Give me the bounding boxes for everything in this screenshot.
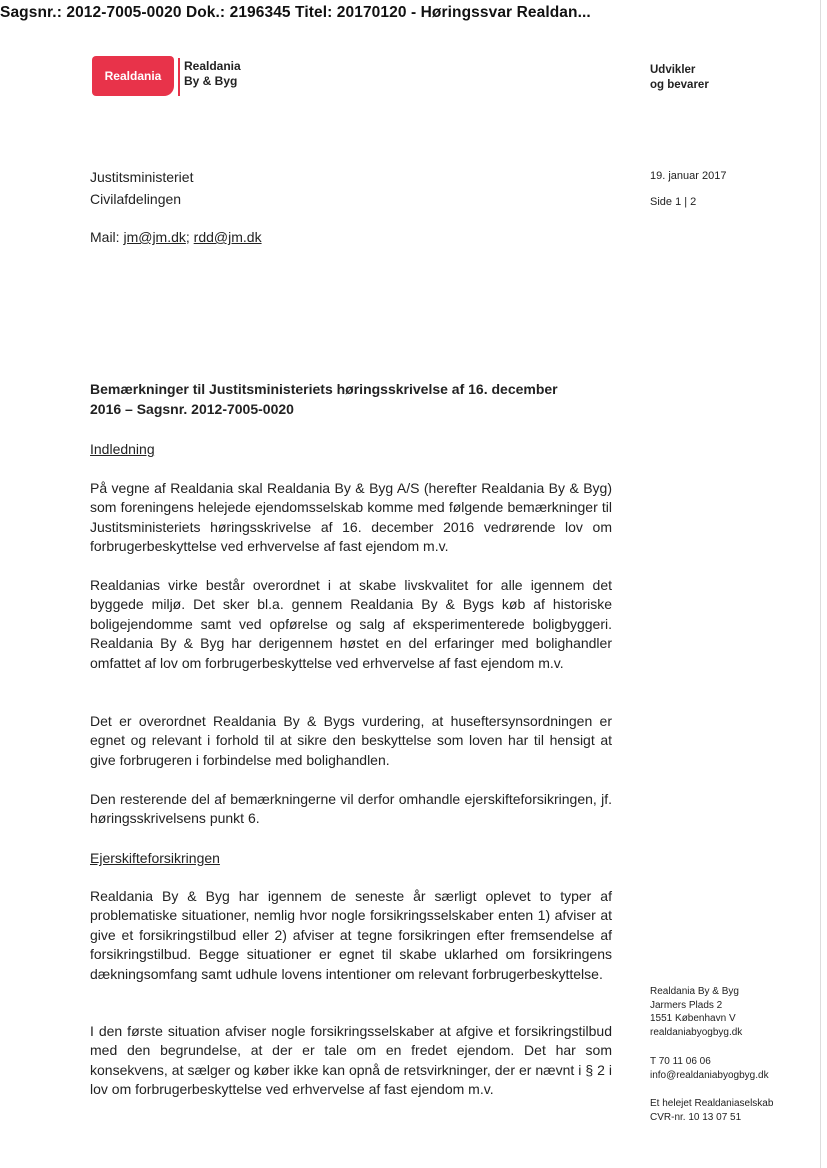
footer-registration	[650, 1097, 773, 1124]
footer-street: Jarmers Plads 2	[650, 999, 723, 1011]
paragraph-4	[90, 790, 612, 829]
tagline-line2: og bevarer	[650, 79, 709, 91]
footer-address	[650, 985, 742, 1039]
tagline	[650, 63, 709, 93]
paragraph-3	[90, 712, 612, 770]
paragraph-2	[90, 576, 612, 673]
paragraph-6	[90, 1022, 612, 1100]
logo-text-line1: Realdania	[184, 59, 241, 73]
paragraph-5-text: Realdania By & Byg har igennem de seneste år særligt oplevet to typer af problematiske situationer, nemlig hvor nogle forsikringsselskaber enten 1) afviser at give et forsikringstilbud eller 2) afviser at tegne forsikringen efter fremsendelse af forsikringstilbud. Begge situationer er egnet til skabe uklarhed om forsikringens dækningsomfang samt udhule lovens intentioner om relevant forbrugerbeskyttelse.	[90, 888, 612, 982]
footer-contact	[650, 1055, 769, 1082]
footer-email: info@realdaniabyogbyg.dk	[650, 1069, 769, 1081]
paragraph-2-text: Realdanias virke består overordnet i at skabe livskvalitet for alle igennem det byggede miljø. Det sker bl.a. gennem Realdania By & Bygs køb af historiske boligejendomme samt ved opførelse og salg af eksperimenterede boligbyggeri. Realdania By & Byg har derigennem høstet en del erfaringer med bolighandler omfattet af lov om forbrugerbeskyttelse ved erhvervelse af fast ejendom m.v.	[90, 577, 612, 671]
paragraph-6-text: I den første situation afviser nogle forsikringsselskaber at afgive et forsikringstilbud med den begrundelse, at der er tale om en fredet ejendom. Det har som konsekvens, at sælger og køber ikke kan opnå de retsvirkninger, der er nævnt i § 2 i lov om forbrugerbeskyttelse ved erhvervelse af fast ejendom m.v.	[90, 1023, 612, 1098]
footer-web: realdaniabyogbyg.dk	[650, 1026, 743, 1038]
recipient-line1: Justitsministeriet	[90, 169, 194, 185]
realdania-logo-badge	[92, 56, 174, 96]
tagline-line1: Udvikler	[650, 64, 696, 76]
mail-separator: ;	[185, 229, 190, 245]
letter-date: 19. januar 2017	[650, 170, 727, 182]
recipient-address	[90, 166, 193, 210]
scan-edge-line	[820, 0, 821, 1168]
section-heading-ejerskifteforsikringen: Ejerskifteforsikringen	[90, 850, 220, 866]
recipient-line2: Civilafdelingen	[90, 191, 182, 207]
paragraph-1-text: På vegne af Realdania skal Realdania By & Byg A/S (herefter Realdania By & Byg) som foreningens helejede ejendomsselskab komme med følgende bemærkninger til Justitsministeriets høringsskrivelse af 16. december 2016 vedrørende lov om forbrugerbeskyttelse ved erhvervelse af fast ejendom m.v.	[90, 480, 612, 555]
title-line2: 2016 – Sagsnr. 2012-7005-0020	[90, 401, 294, 417]
paragraph-3-text: Det er overordnet Realdania By & Bygs vurdering, at huseftersynsordningen er egnet og relevant i forhold til at sikre den beskyttelse som loven har til hensigt at give forbrugeren i forbindelse med bolighandlen.	[90, 713, 612, 768]
email-link-rdd[interactable]: rdd@jm.dk	[193, 229, 262, 245]
logo-text	[184, 59, 241, 89]
logo-text-line2: By & Byg	[184, 74, 238, 88]
paragraph-4-text: Den resterende del af bemærkningerne vil derfor omhandle ejerskifteforsikringen, jf. høringsskrivelsens punkt 6.	[90, 791, 612, 827]
title-line1: Bemærkninger til Justitsministeriets høringsskrivelse af 16. december	[90, 381, 558, 397]
footer-owner: Et helejet Realdaniaselskab	[650, 1098, 774, 1109]
footer-phone: T 70 11 06 06	[650, 1056, 711, 1067]
mail-label: Mail:	[90, 229, 120, 245]
case-header: Sagsnr.: 2012-7005-0020 Dok.: 2196345 Titel: 20170120 - Høringssvar Realdan...	[0, 4, 591, 21]
page-number: Side 1 | 2	[650, 196, 697, 208]
paragraph-1	[90, 479, 612, 557]
letter-title	[90, 379, 612, 419]
email-link-jm[interactable]: jm@jm.dk	[123, 229, 186, 245]
footer-cvr: CVR-nr. 10 13 07 51	[650, 1111, 742, 1123]
footer-company: Realdania By & Byg	[650, 986, 739, 997]
logo-divider	[178, 58, 180, 96]
section-heading-indledning: Indledning	[90, 441, 155, 457]
logo-badge-text: Realdania	[104, 69, 162, 83]
recipient-mail	[90, 229, 262, 245]
paragraph-5	[90, 887, 612, 984]
footer-city: 1551 København V	[650, 1013, 736, 1024]
